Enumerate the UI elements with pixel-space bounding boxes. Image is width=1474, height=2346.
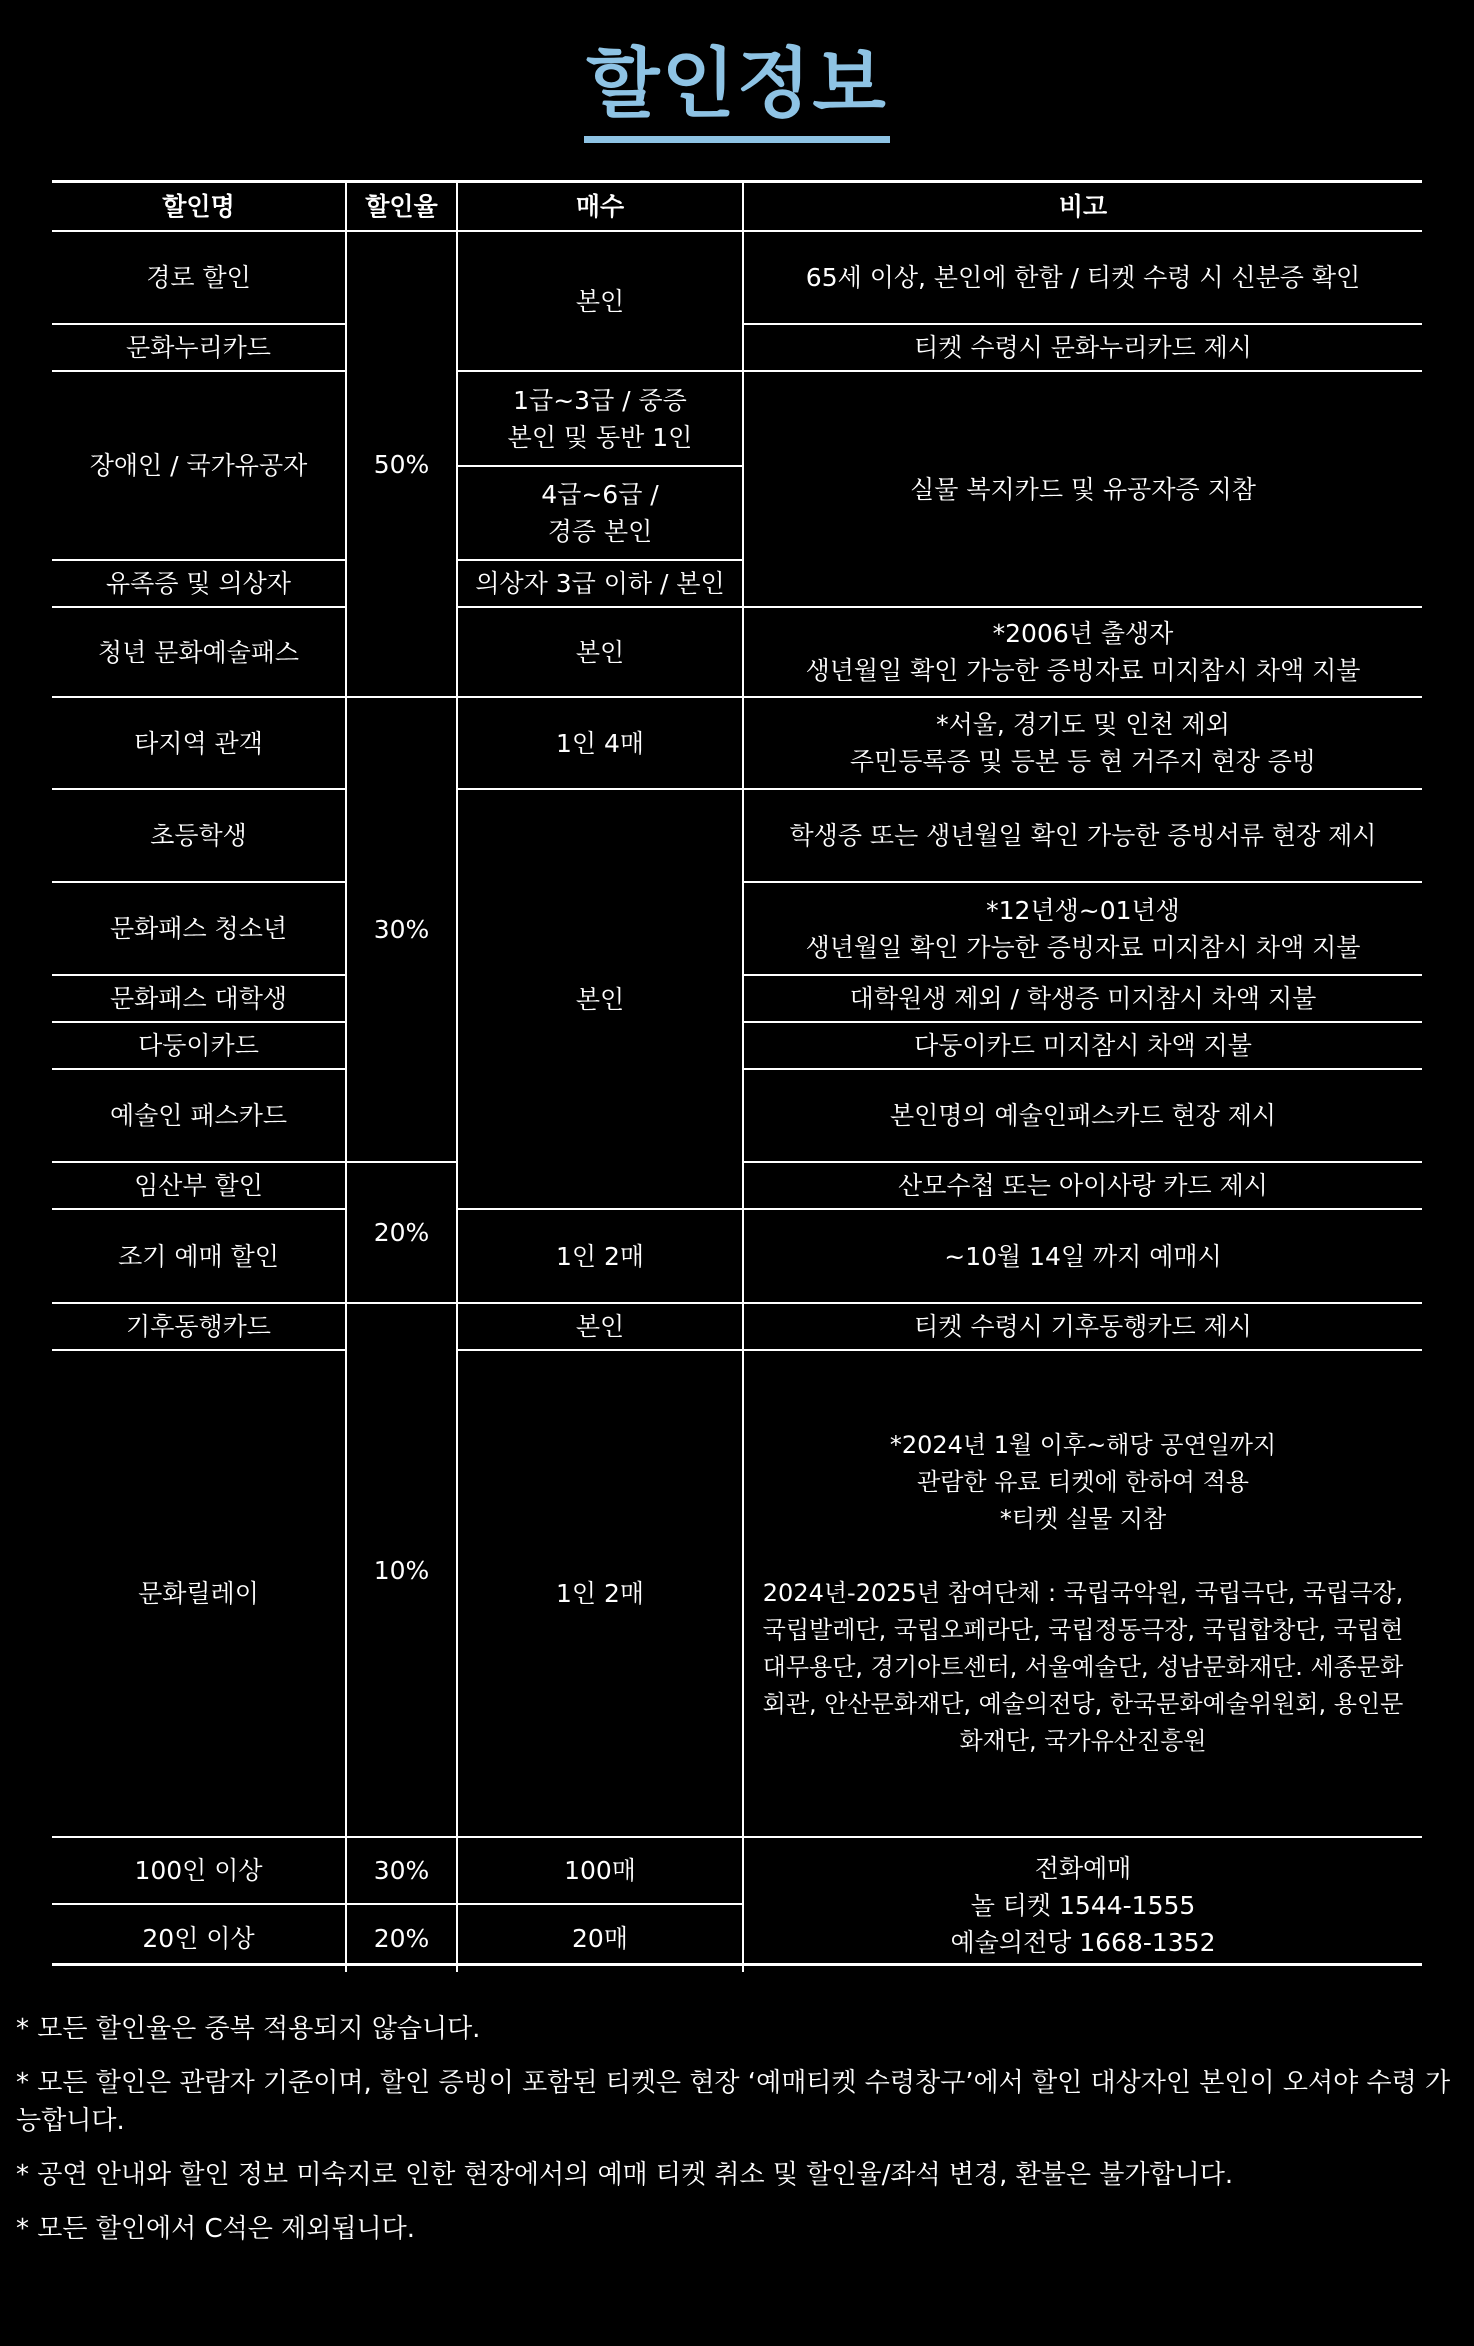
discount-note: 대학원생 제외 / 학생증 미지참시 차액 지불 [744, 976, 1422, 1023]
ticket-qty: 1인 2매 [458, 1210, 744, 1304]
discount-rate: 30% [347, 1838, 458, 1905]
ticket-qty: 1인 4매 [458, 698, 744, 790]
discount-note: 산모수첩 또는 아이사랑 카드 제시 [744, 1163, 1422, 1210]
discount-rate: 50% [347, 232, 458, 698]
discount-note: 티켓 수령시 문화누리카드 제시 [744, 325, 1422, 372]
discount-note: *12년생~01년생 생년월일 확인 가능한 증빙자료 미지참시 차액 지불 [744, 883, 1422, 976]
discount-name: 타지역 관객 [52, 698, 347, 790]
discount-name: 문화패스 대학생 [52, 976, 347, 1023]
discount-note: ~10월 14일 까지 예매시 [744, 1210, 1422, 1304]
ticket-qty: 20매 [458, 1905, 744, 1972]
discount-name: 예술인 패스카드 [52, 1070, 347, 1163]
footnote: * 모든 할인에서 C석은 제외됩니다. [16, 2214, 415, 2244]
discount-name: 문화릴레이 [52, 1351, 347, 1838]
discount-note: 학생증 또는 생년월일 확인 가능한 증빙서류 현장 제시 [744, 790, 1422, 883]
discount-name: 장애인 / 국가유공자 [52, 372, 347, 561]
ticket-qty: 본인 [458, 232, 744, 372]
discount-name: 문화누리카드 [52, 325, 347, 372]
discount-name: 다둥이카드 [52, 1023, 347, 1070]
discount-rate: 20% [347, 1163, 458, 1304]
footnotes [16, 2010, 1466, 2264]
ticket-qty: 의상자 3급 이하 / 본인 [458, 561, 744, 608]
title-wrap [0, 38, 1474, 143]
ticket-qty: 4급~6급 / 경증 본인 [458, 467, 744, 561]
footnote: * 공연 안내와 할인 정보 미숙지로 인한 현장에서의 예매 티켓 취소 및 할인율/좌석 변경, 환불은 불가합니다. [16, 2160, 1234, 2190]
ticket-qty: 본인 [458, 790, 744, 1210]
ticket-qty: 1인 2매 [458, 1351, 744, 1838]
discount-name: 임산부 할인 [52, 1163, 347, 1210]
column-header-qty: 매수 [458, 183, 744, 232]
ticket-qty: 100매 [458, 1838, 744, 1905]
discount-name: 유족증 및 의상자 [52, 561, 347, 608]
discount-name: 초등학생 [52, 790, 347, 883]
ticket-qty: 본인 [458, 1304, 744, 1351]
page-title: 할인정보 [584, 38, 890, 143]
discount-table [52, 180, 1422, 1966]
ticket-qty: 본인 [458, 608, 744, 698]
column-header-note: 비고 [744, 183, 1422, 232]
discount-note: *서울, 경기도 및 인천 제외 주민등록증 및 등본 등 현 거주지 현장 증빙 [744, 698, 1422, 790]
discount-rate: 30% [347, 698, 458, 1163]
discount-name: 기후동행카드 [52, 1304, 347, 1351]
footnote: * 모든 할인율은 중복 적용되지 않습니다. [16, 2014, 481, 2044]
discount-note: 65세 이상, 본인에 한함 / 티켓 수령 시 신분증 확인 [744, 232, 1422, 325]
discount-note: 본인명의 예술인패스카드 현장 제시 [744, 1070, 1422, 1163]
discount-name: 100인 이상 [52, 1838, 347, 1905]
discount-note: *2024년 1월 이후~해당 공연일까지 관람한 유료 티켓에 한하여 적용 *티켓 실물 지참 2024년-2025년 참여단체 : 국립국악원, 국립극단, 국립극장, 국립발레단, 국립오페라단, 국립정동극장, 국립합창단, 국립현대무용단, 경기아트센터, 서울예술단, 성남문화재단. 세종문화회관, 안산문화재단, 예술의전당, 한국문화예술위원회, 용인문화재단, 국가유산진흥원 [744, 1351, 1422, 1838]
discount-note: *2006년 출생자 생년월일 확인 가능한 증빙자료 미지참시 차액 지불 [744, 608, 1422, 698]
footnote: * 모든 할인은 관람자 기준이며, 할인 증빙이 포함된 티켓은 현장 ‘예매티켓 수령창구’에서 할인 대상자인 본인이 오셔야 수령 가능합니다. [16, 2068, 1451, 2136]
discount-name: 문화패스 청소년 [52, 883, 347, 976]
phone-booking-note: 전화예매 놀 티켓 1544-1555 예술의전당 1668-1352 [950, 1853, 1216, 1957]
column-header-rate: 할인율 [347, 183, 458, 232]
discount-name: 20인 이상 [52, 1905, 347, 1972]
discount-note: 실물 복지카드 및 유공자증 지참 [744, 372, 1422, 608]
discount-name: 경로 할인 [52, 232, 347, 325]
discount-rate: 10% [347, 1304, 458, 1838]
column-header-name: 할인명 [52, 183, 347, 232]
discount-note: 다둥이카드 미지참시 차액 지불 [744, 1023, 1422, 1070]
discount-note: 티켓 수령시 기후동행카드 제시 [744, 1304, 1422, 1351]
ticket-qty: 1급~3급 / 중증 본인 및 동반 1인 [458, 372, 744, 467]
discount-rate: 20% [347, 1905, 458, 1972]
discount-name: 청년 문화예술패스 [52, 608, 347, 698]
discount-name: 조기 예매 할인 [52, 1210, 347, 1304]
